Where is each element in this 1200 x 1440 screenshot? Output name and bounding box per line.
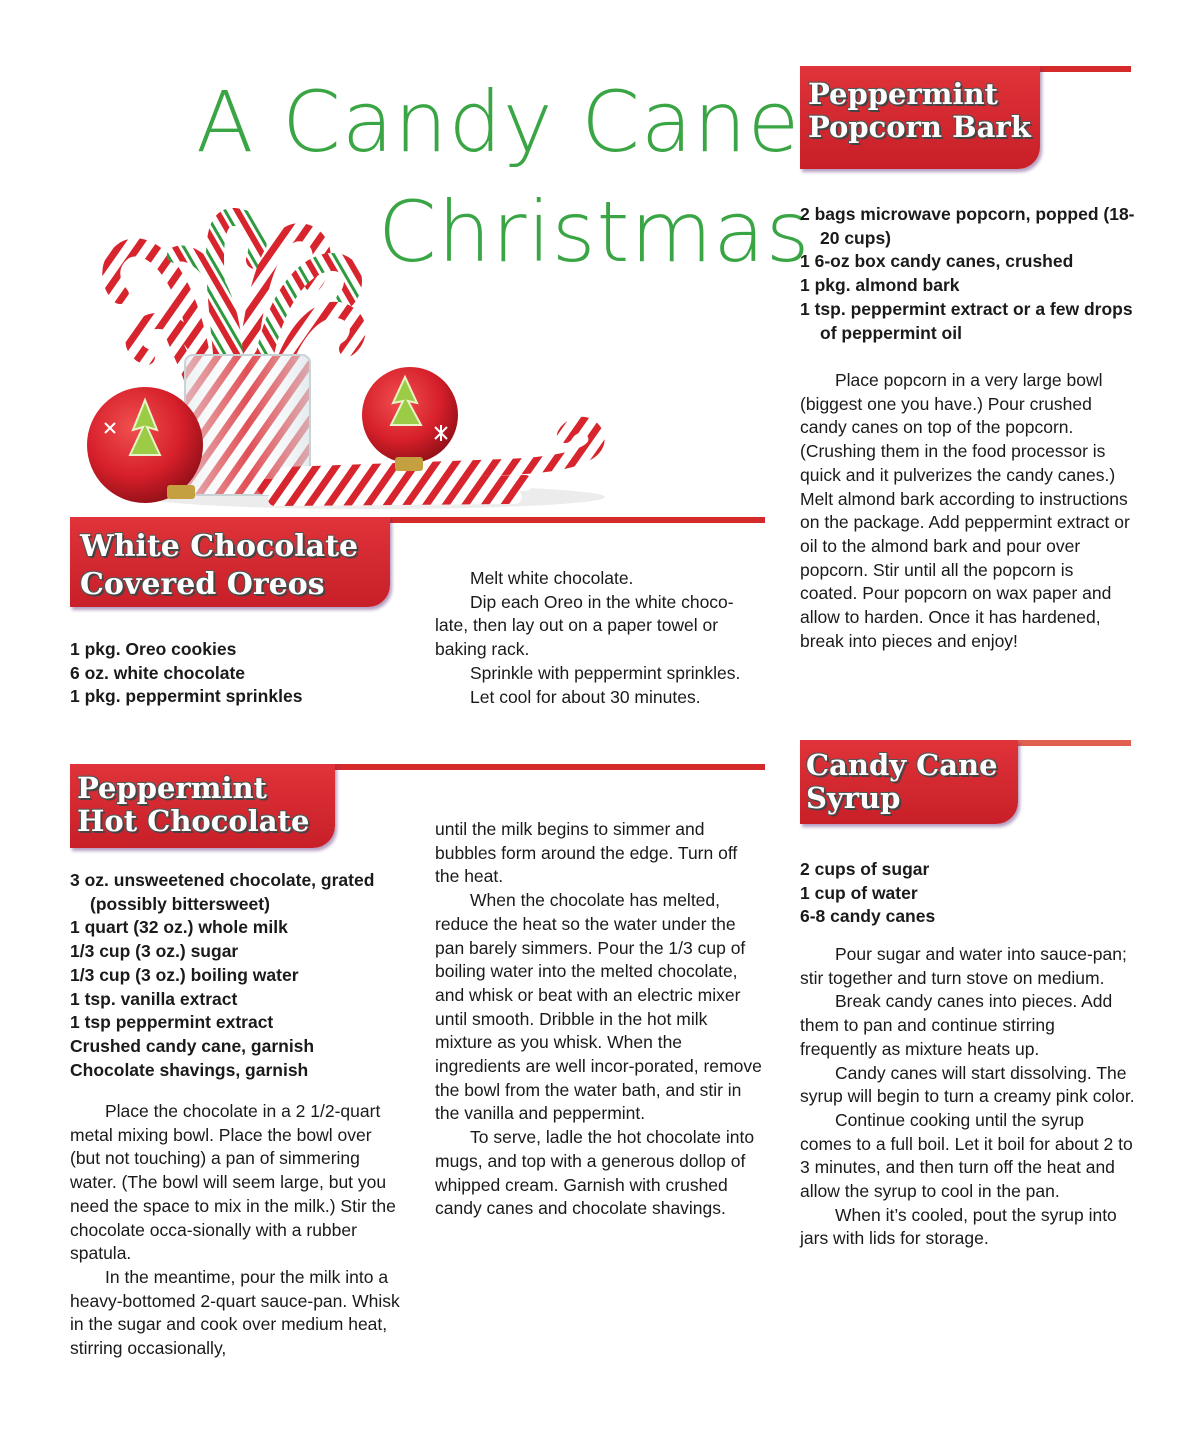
section-rule <box>1018 740 1131 746</box>
list-item: 1 tsp. peppermint extract or a few drops of peppermint oil <box>800 298 1133 343</box>
ingredient-list <box>800 203 1140 345</box>
paragraph: In the meantime, pour the milk into a heavy-bottomed 2-quart sauce-pan. Whisk in the sugar and cook over medium heat, stirring occasionally, <box>70 1266 400 1359</box>
paragraph: When the chocolate has melted, reduce the heat so the water under the pan barely simmers. Pour the 1/3 cup of boiling water into the melted chocolate, and whisk or beat with an electric mixer until smooth. Dribble in the hot milk mixture as you whisk. When the ingredients are well incor-porated, remove the bowl from the water bath, and stir in the vanilla and peppermint. <box>435 890 762 1124</box>
list-item: 1 quart (32 oz.) whole milk <box>70 917 288 938</box>
ingredient-list <box>70 869 415 1082</box>
ingredient-list <box>70 638 410 709</box>
list-item: Crushed candy cane, garnish <box>70 1035 315 1056</box>
list-item: 1 pkg. almond bark <box>800 275 960 296</box>
paragraph: Let cool for about 30 minutes. <box>470 686 701 707</box>
section-title: Peppermint Popcorn Bark <box>808 77 1031 144</box>
list-item: 3 oz. unsweetened chocolate, grated (possibly bittersweet) <box>70 870 375 914</box>
list-item: 6-8 candy canes <box>800 906 936 927</box>
paragraph: Melt white chocolate. <box>470 568 634 588</box>
instructions <box>800 943 1135 1251</box>
paragraph: until the milk begins to simmer and bubbles form around the edge. Turn off the heat. <box>435 819 738 887</box>
instructions <box>70 1100 405 1361</box>
list-item: Chocolate shavings, garnish <box>70 1059 309 1080</box>
list-item: 2 bags microwave popcorn, popped (18-20 cups) <box>800 204 1135 248</box>
page-title-line2: Christmas <box>378 183 811 281</box>
paragraph: To serve, ladle the hot chocolate into mugs, and top with a generous dollop of whipped cream. Garnish with crushed candy canes and chocolate shavings. <box>435 1127 755 1219</box>
paragraph: Pour sugar and water into sauce-pan; stir together and turn stove on medium. <box>800 944 1127 988</box>
page-title-line1: A Candy Cane <box>196 73 801 171</box>
list-item: 1 pkg. Oreo cookies <box>70 639 237 659</box>
instructions <box>435 567 765 709</box>
paragraph: Dip each Oreo in the white choco-late, then lay out on a paper towel or baking rack. <box>435 591 734 660</box>
list-item: 6 oz. white chocolate <box>70 662 246 683</box>
instructions-continued <box>435 818 765 1221</box>
section-rule <box>1040 66 1131 72</box>
list-item: 1/3 cup (3 oz.) boiling water <box>70 964 299 985</box>
section-title: Peppermint Hot Chocolate <box>77 771 310 838</box>
list-item: 1 tsp. vanilla extract <box>70 988 238 1009</box>
paragraph: Place the chocolate in a 2 1/2-quart metal mixing bowl. Place the bowl over (but not touching) a pan of simmering water. (The bowl will seem large, but you need the space to mix in the milk.) Stir the chocolate occa-sionally with a rubber spatula. <box>70 1101 396 1264</box>
ingredient-list <box>800 858 1135 929</box>
paragraph: Sprinkle with peppermint sprinkles. <box>470 662 741 683</box>
list-item: 2 cups of sugar <box>800 859 930 879</box>
paragraph: Place popcorn in a very large bowl (biggest one you have.) Pour crushed candy canes on top of the popcorn. (Crushing them in the food processor is quick and it pulverizes the candy canes.) Melt almond bark according to instructions on the package. Add peppermint extract or oil to the almond bark and pour over popcorn. Stir until all the popcorn is coated. Pour popcorn on wax paper and allow to harden. Once it has hardened, break into pieces and enjoy! <box>800 370 1130 651</box>
list-item: 1/3 cup (3 oz.) sugar <box>70 941 239 962</box>
paragraph: Candy canes will start dissolving. The syrup will begin to turn a creamy pink color. <box>800 1062 1135 1107</box>
paragraph: Break candy canes into pieces. Add them to pan and continue stirring frequently as mixture heats up. <box>800 991 1113 1059</box>
candy-cane-photo <box>85 205 620 515</box>
list-item: 1 6-oz box candy canes, crushed <box>800 251 1074 272</box>
section-title: Candy Cane Syrup <box>806 748 998 815</box>
section-title: White Chocolate Covered Oreos <box>80 529 359 602</box>
list-item: 1 tsp peppermint extract <box>70 1012 274 1033</box>
list-item: 1 pkg. peppermint sprinkles <box>70 686 303 707</box>
instructions <box>800 369 1135 653</box>
list-item: 1 cup of water <box>800 882 918 903</box>
paragraph: Continue cooking until the syrup comes to a full boil. Let it boil for about 2 to 3 minutes, and then turn off the heat and allow the syrup to cool in the pan. <box>800 1109 1133 1202</box>
paragraph: When it’s cooled, pout the syrup into jars with lids for storage. <box>800 1204 1117 1249</box>
